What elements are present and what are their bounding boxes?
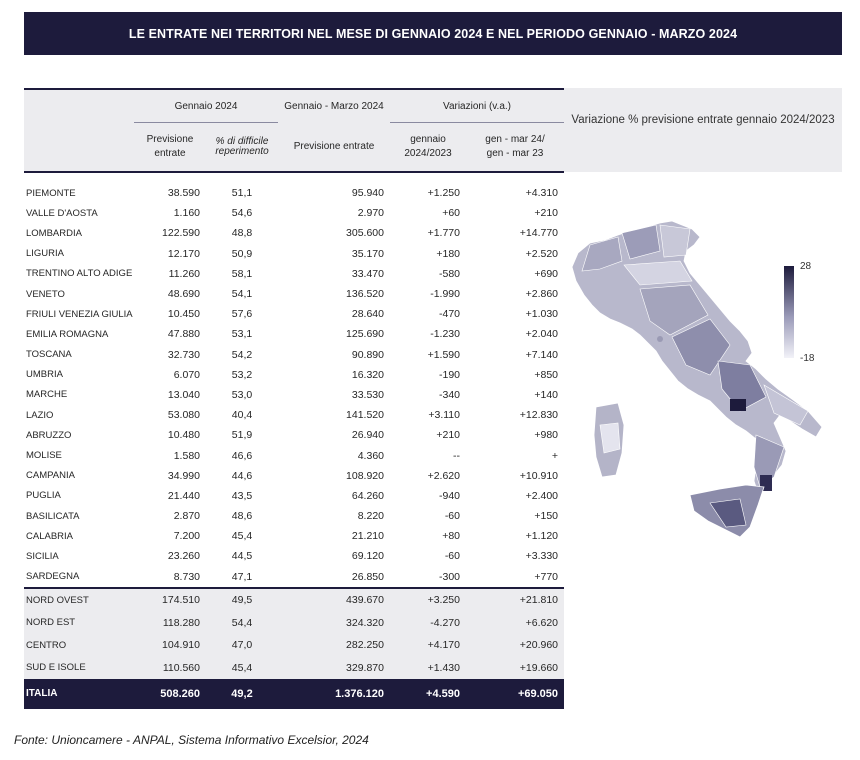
col-previsione: Previsione entrate	[134, 123, 206, 173]
var-periodo-cell: +770	[534, 570, 559, 583]
previsione-periodo-cell: 2.970	[357, 207, 384, 220]
region-name: LOMBARDIA	[26, 227, 82, 239]
table-row	[24, 546, 564, 566]
region-name: UMBRIA	[26, 369, 63, 381]
previsione-periodo-cell: 33.470	[351, 267, 384, 280]
legend-min-label: -18	[800, 353, 815, 364]
difficile-cell: 46,6	[231, 449, 253, 462]
previsione-periodo-cell: 95.940	[351, 187, 384, 200]
table-row	[24, 466, 564, 486]
difficile-cell: 44,5	[231, 550, 253, 563]
var-gennaio-cell: +2.620	[427, 469, 460, 482]
table-row	[24, 365, 564, 385]
difficile-cell: 57,6	[231, 308, 253, 321]
var-gennaio-cell: -940	[438, 489, 460, 502]
var-periodo-cell: +21.810	[466, 588, 564, 612]
difficile-cell: 50,9	[231, 247, 253, 260]
area-row	[24, 634, 564, 657]
table-row	[24, 526, 564, 546]
previsione-cell: 174.510	[134, 588, 206, 612]
area-row	[24, 656, 564, 679]
data-table	[24, 88, 564, 709]
difficile-cell: 54,6	[231, 207, 253, 220]
var-periodo-cell: +	[551, 449, 559, 462]
previsione-periodo-cell: 69.120	[351, 550, 384, 563]
previsione-periodo-cell: 324.320	[278, 611, 390, 634]
previsione-periodo-cell: 33.530	[351, 388, 384, 401]
header-periodo: Gennaio - Marzo 2024	[278, 89, 390, 123]
previsione-cell: 2.870	[173, 510, 200, 523]
report-title: LE ENTRATE NEI TERRITORI NEL MESE DI GENNAIO 2024 E NEL PERIODO GENNAIO - MARZO 2024	[24, 12, 842, 55]
var-periodo-cell: +12.830	[519, 409, 559, 422]
map-title: Variazione % previsione entrate gennaio 2024/2023	[571, 114, 835, 126]
difficile-cell: 53,1	[231, 328, 253, 341]
table-row	[24, 183, 564, 203]
previsione-cell: 104.910	[134, 634, 206, 657]
table-row	[24, 264, 564, 284]
previsione-periodo-cell: 108.920	[346, 469, 384, 482]
region-name: MARCHE	[26, 389, 68, 401]
var-gennaio-cell: -580	[438, 267, 460, 280]
difficile-cell: 54,2	[231, 348, 253, 361]
table-row	[24, 304, 564, 324]
region-name: VENETO	[26, 288, 65, 300]
var-periodo-cell: +850	[534, 368, 559, 381]
table-row	[24, 284, 564, 304]
previsione-periodo-cell: 136.520	[346, 288, 384, 301]
map-island	[657, 336, 663, 342]
var-gennaio-cell: +210	[436, 429, 460, 442]
previsione-periodo-cell: 64.260	[351, 489, 384, 502]
difficile-cell: 44,6	[231, 469, 253, 482]
var-gennaio-cell: +1.430	[390, 656, 466, 679]
previsione-periodo-cell: 141.520	[346, 409, 384, 422]
var-gennaio-cell: +1.770	[427, 227, 460, 240]
region-name: PUGLIA	[26, 490, 61, 502]
var-periodo-cell: +69.050	[466, 679, 564, 709]
region-name: TRENTINO ALTO ADIGE	[26, 268, 133, 280]
region-name: NORD OVEST	[24, 588, 134, 612]
table-row	[24, 506, 564, 526]
var-gennaio-cell: +1.590	[427, 348, 460, 361]
difficile-cell: 54,4	[206, 611, 278, 634]
previsione-cell: 508.260	[134, 679, 206, 709]
region-name: CALABRIA	[26, 530, 73, 542]
region-name: MOLISE	[26, 450, 62, 462]
previsione-cell: 118.280	[134, 611, 206, 634]
region-name: CENTRO	[24, 634, 134, 657]
region-name: SUD E ISOLE	[24, 656, 134, 679]
var-gennaio-cell: -340	[438, 388, 460, 401]
previsione-cell: 48.690	[167, 288, 200, 301]
region-name: BASILICATA	[26, 510, 80, 522]
var-periodo-cell: +140	[534, 388, 559, 401]
total-row	[24, 679, 564, 709]
previsione-cell: 13.040	[167, 388, 200, 401]
source-note: Fonte: Unioncamere - ANPAL, Sistema Informativo Excelsior, 2024	[14, 733, 369, 747]
var-periodo-cell: +7.140	[525, 348, 559, 361]
col-previsione-periodo: Previsione entrate	[278, 123, 390, 173]
region-name: TOSCANA	[26, 349, 72, 361]
var-periodo-cell: +690	[534, 267, 559, 280]
var-periodo-cell: +1.030	[525, 308, 559, 321]
var-periodo-cell: +14.770	[519, 227, 559, 240]
region-name: EMILIA ROMAGNA	[26, 328, 109, 340]
var-gennaio-cell: +1.250	[427, 187, 460, 200]
previsione-cell: 6.070	[173, 368, 200, 381]
var-periodo-cell: +2.520	[525, 247, 559, 260]
difficile-cell: 48,6	[231, 510, 253, 523]
var-gennaio-cell: -1.230	[430, 328, 460, 341]
var-periodo-cell: +2.860	[525, 288, 559, 301]
difficile-cell: 51,1	[231, 187, 253, 200]
var-periodo-cell: +4.310	[525, 187, 559, 200]
difficile-cell: 47,1	[231, 570, 253, 583]
legend-color-bar	[784, 266, 794, 358]
var-gennaio-cell: +180	[436, 247, 460, 260]
var-periodo-cell: +980	[534, 429, 559, 442]
previsione-periodo-cell: 8.220	[357, 510, 384, 523]
corner-cell	[24, 89, 134, 123]
col-var-gennaio: gennaio 2024/2023	[390, 123, 466, 173]
table-row	[24, 244, 564, 264]
var-periodo-cell: +2.400	[525, 489, 559, 502]
table-row	[24, 567, 564, 588]
col-difficile: % di difficile reperimento	[206, 123, 278, 173]
difficile-cell: 47,0	[206, 634, 278, 657]
previsione-periodo-cell: 90.890	[351, 348, 384, 361]
var-gennaio-cell: +80	[442, 530, 460, 543]
col-var-periodo: gen - mar 24/ gen - mar 23	[466, 123, 564, 173]
region-name: VALLE D'AOSTA	[26, 207, 98, 219]
var-gennaio-cell: +60	[442, 207, 460, 220]
var-gennaio-cell: -470	[438, 308, 460, 321]
var-periodo-cell: +20.960	[466, 634, 564, 657]
difficile-cell: 51,9	[231, 429, 253, 442]
region-name: SARDEGNA	[26, 571, 80, 583]
previsione-periodo-cell: 21.210	[351, 530, 384, 543]
var-periodo-cell: +2.040	[525, 328, 559, 341]
var-periodo-cell: +10.910	[519, 469, 559, 482]
var-gennaio-cell: -4.270	[390, 611, 466, 634]
difficile-cell: 49,2	[206, 679, 278, 709]
region-name: NORD EST	[24, 611, 134, 634]
var-gennaio-cell: -1.990	[430, 288, 460, 301]
map-area-dark-province	[730, 399, 746, 411]
var-periodo-cell: +3.330	[525, 550, 559, 563]
difficile-cell: 43,5	[231, 489, 253, 502]
previsione-periodo-cell: 26.940	[351, 429, 384, 442]
var-gennaio-cell: -300	[438, 570, 460, 583]
var-periodo-cell: +1.120	[525, 530, 559, 543]
previsione-cell: 11.260	[168, 267, 200, 280]
table-row	[24, 223, 564, 243]
previsione-cell: 110.560	[134, 656, 206, 679]
var-periodo-cell: +210	[534, 207, 559, 220]
map-area-nordest	[660, 225, 690, 257]
previsione-periodo-cell: 282.250	[278, 634, 390, 657]
previsione-cell: 21.440	[167, 489, 200, 502]
table-body	[24, 172, 564, 709]
table-row	[24, 203, 564, 223]
difficile-cell: 53,0	[231, 388, 253, 401]
previsione-cell: 23.260	[167, 550, 200, 563]
previsione-cell: 7.200	[173, 530, 200, 543]
previsione-cell: 32.730	[167, 348, 200, 361]
header-gennaio: Gennaio 2024	[134, 89, 278, 123]
previsione-periodo-cell: 125.690	[346, 328, 384, 341]
previsione-periodo-cell: 28.640	[351, 308, 384, 321]
area-row	[24, 588, 564, 612]
previsione-periodo-cell: 329.870	[278, 656, 390, 679]
previsione-cell: 1.580	[173, 449, 200, 462]
region-name: LIGURIA	[26, 248, 65, 260]
table-row	[24, 486, 564, 506]
difficile-cell: 54,1	[231, 288, 253, 301]
var-gennaio-cell: --	[453, 449, 460, 462]
var-gennaio-cell: -60	[444, 550, 460, 563]
difficile-cell: 48,8	[231, 227, 253, 240]
table-row	[24, 425, 564, 445]
previsione-periodo-cell: 16.320	[351, 368, 384, 381]
previsione-periodo-cell: 305.600	[346, 227, 384, 240]
difficile-cell: 40,4	[231, 409, 253, 422]
legend-max-label: 28	[800, 261, 812, 272]
var-gennaio-cell: +3.110	[428, 409, 460, 422]
table-row	[24, 324, 564, 344]
region-name: ITALIA	[24, 679, 134, 709]
table-row	[24, 445, 564, 465]
var-periodo-cell: +19.660	[466, 656, 564, 679]
var-gennaio-cell: +4.590	[390, 679, 466, 709]
previsione-periodo-cell: 26.850	[351, 570, 384, 583]
previsione-cell: 8.730	[173, 570, 200, 583]
region-name: LAZIO	[26, 409, 54, 421]
var-periodo-cell: +150	[534, 510, 559, 523]
previsione-cell: 53.080	[167, 409, 200, 422]
previsione-periodo-cell: 35.170	[351, 247, 384, 260]
previsione-cell: 38.590	[167, 187, 200, 200]
previsione-cell: 12.170	[167, 247, 200, 260]
region-name: FRIULI VENEZIA GIULIA	[26, 308, 133, 320]
var-gennaio-cell: -190	[438, 368, 460, 381]
table-row	[24, 345, 564, 365]
area-row	[24, 611, 564, 634]
italy-choropleth-map	[560, 185, 830, 550]
var-gennaio-cell: -60	[444, 510, 460, 523]
var-periodo-cell: +6.620	[466, 611, 564, 634]
previsione-cell: 47.880	[167, 328, 200, 341]
map-header-panel	[564, 88, 842, 172]
region-name: ABRUZZO	[26, 429, 72, 441]
region-name: PIEMONTE	[26, 187, 76, 199]
difficile-cell: 45,4	[231, 530, 253, 543]
previsione-cell: 34.990	[167, 469, 200, 482]
region-name: CAMPANIA	[26, 470, 75, 482]
region-name: SICILIA	[26, 550, 59, 562]
previsione-cell: 122.590	[162, 227, 200, 240]
previsione-cell: 10.450	[167, 308, 200, 321]
table-row	[24, 405, 564, 425]
difficile-cell: 53,2	[231, 368, 253, 381]
previsione-periodo-cell: 1.376.120	[278, 679, 390, 709]
difficile-cell: 45,4	[206, 656, 278, 679]
var-gennaio-cell: +4.170	[390, 634, 466, 657]
previsione-cell: 10.480	[167, 429, 200, 442]
previsione-cell: 1.160	[173, 207, 200, 220]
table-row	[24, 385, 564, 405]
difficile-cell: 58,1	[231, 267, 253, 280]
previsione-periodo-cell: 439.670	[278, 588, 390, 612]
corner-cell-2	[24, 123, 134, 173]
var-gennaio-cell: +3.250	[390, 588, 466, 612]
header-variazioni: Variazioni (v.a.)	[390, 89, 564, 123]
difficile-cell: 49,5	[206, 588, 278, 612]
previsione-periodo-cell: 4.360	[357, 449, 384, 462]
